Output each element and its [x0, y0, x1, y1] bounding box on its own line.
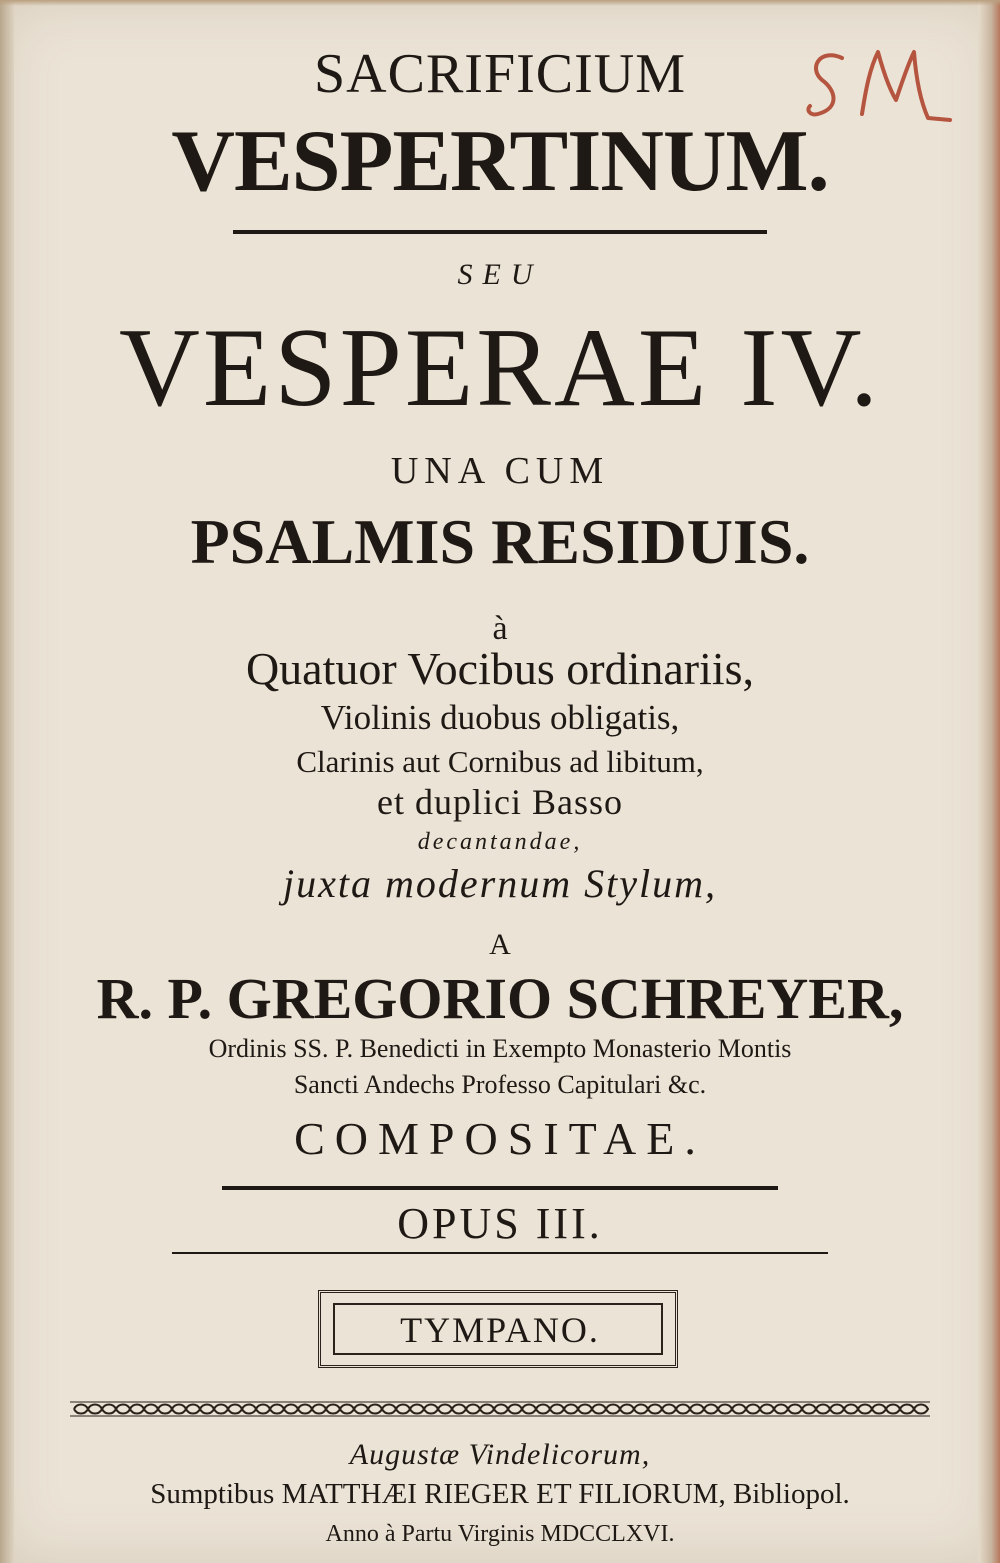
rule-top — [233, 230, 767, 234]
opus-text: OPUS III. — [397, 1199, 603, 1248]
a-accent-text: à — [492, 610, 508, 647]
order-line-2: Sancti Andechs Professo Capitulari &c. — [293, 1070, 707, 1099]
psalmis-heading: PSALMIS RESIDUIS. — [190, 506, 810, 577]
scoring-line-4: et duplici Basso — [377, 782, 623, 822]
composer-name: R. P. GREGORIO SCHREYER, — [96, 966, 904, 1031]
compositae-text: COMPOSITAE. — [294, 1113, 706, 1164]
ornamental-border-icon — [70, 1400, 930, 1418]
title-line-2: VESPERTINUM. — [171, 113, 829, 210]
order-line-1: Ordinis SS. P. Benedicti in Exempto Monasterio Montis — [208, 1034, 792, 1063]
top-edge-shadow — [0, 0, 1000, 6]
imprint-date: Anno à Partu Virginis MDCCLXVI. — [325, 1521, 675, 1547]
imprint-place: Augustæ Vindelicorum, — [349, 1438, 651, 1471]
scoring-line-2: Violinis duobus obligatis, — [320, 698, 680, 737]
part-name: TYMPANO. — [400, 1310, 600, 1350]
scoring-line-1: Quatuor Vocibus ordinariis, — [245, 643, 755, 694]
rule-lower — [172, 1252, 828, 1254]
scoring-line-3: Clarinis aut Cornibus ad libitum, — [296, 744, 704, 779]
scoring-line-6: juxta modernum Stylum, — [283, 861, 717, 906]
a-by-text: A — [489, 928, 511, 961]
seu-text: SEU — [457, 258, 543, 291]
rule-middle — [222, 1186, 778, 1190]
title-line-1: SACRIFICIUM — [314, 43, 686, 105]
scoring-line-5: decantandae, — [417, 829, 583, 855]
vesperae-heading: VESPERAE IV. — [118, 306, 882, 430]
una-cum-text: UNA CUM — [390, 450, 610, 492]
imprint-publisher: Sumptibus MATTHÆI RIEGER ET FILIORUM, Bibliopol. — [150, 1478, 850, 1510]
